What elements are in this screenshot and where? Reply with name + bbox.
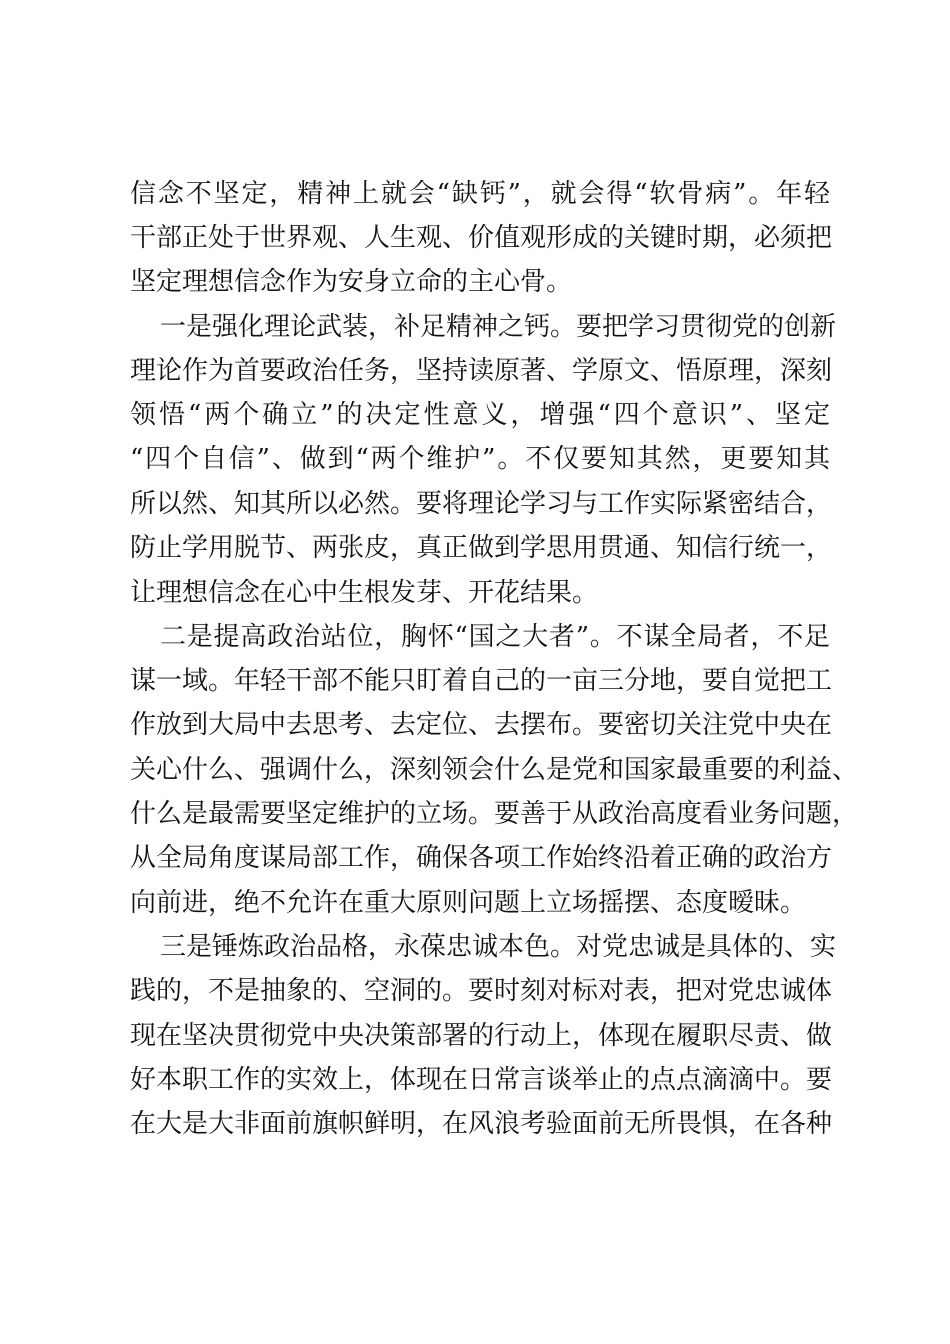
text-line: 向前进，绝不允许在重大原则问题上立场摇摆、态度暧昧。 xyxy=(130,888,807,918)
text-line: 在大是大非面前旗帜鲜明，在风浪考验面前无所畏惧，在各种 xyxy=(130,1109,833,1139)
text-line: “四个自信”、做到“两个维护”。不仅要知其然，更要知其 xyxy=(130,444,830,474)
text-line: 谋一域。年轻干部不能只盯着自己的一亩三分地，要自觉把工 xyxy=(130,666,833,696)
text-line: 现在坚决贯彻党中央决策部署的行动上，体现在履职尽责、做 xyxy=(130,1021,833,1051)
text-line: 践的，不是抽象的、空洞的。要时刻对标对表，把对党忠诚体 xyxy=(130,976,833,1006)
text-line: 领悟“两个确立”的决定性意义，增强“四个意识”、坚定 xyxy=(130,400,830,430)
text-line: 防止学用脱节、两张皮，真正做到学思用贯通、知信行统一， xyxy=(130,533,833,563)
text-line: 一是强化理论武装，补足精神之钙。要把学习贯彻党的创新 xyxy=(160,312,837,342)
text-line: 理论作为首要政治任务，坚持读原著、学原文、悟原理，深刻 xyxy=(130,356,833,386)
text-line: 所以然、知其所以必然。要将理论学习与工作实际紧密结合， xyxy=(130,489,833,519)
text-line: 作放到大局中去思考、去定位、去摆布。要密切关注党中央在 xyxy=(130,710,833,740)
text-line: 关心什么、强调什么，深刻领会什么是党和国家最重要的利益、 xyxy=(130,755,859,785)
text-line: 信念不坚定，精神上就会“缺钙”，就会得“软骨病”。年轻 xyxy=(130,179,830,209)
text-line: 二是提高政治站位，胸怀“国之大者”。不谋全局者，不足 xyxy=(160,622,830,652)
text-line: 三是锤炼政治品格，永葆忠诚本色。对党忠诚是具体的、实 xyxy=(160,932,837,962)
text-line: 好本职工作的实效上，体现在日常言谈举止的点点滴滴中。要 xyxy=(130,1065,833,1095)
text-line: 什么是最需要坚定维护的立场。要善于从政治高度看业务问题， xyxy=(130,799,859,829)
text-line: 从全局角度谋局部工作，确保各项工作始终沿着正确的政治方 xyxy=(130,843,833,873)
text-line: 让理想信念在心中生根发芽、开花结果。 xyxy=(130,578,599,608)
text-line: 坚定理想信念作为安身立命的主心骨。 xyxy=(130,267,573,297)
text-line: 干部正处于世界观、人生观、价值观形成的关键时期，必须把 xyxy=(130,223,833,253)
